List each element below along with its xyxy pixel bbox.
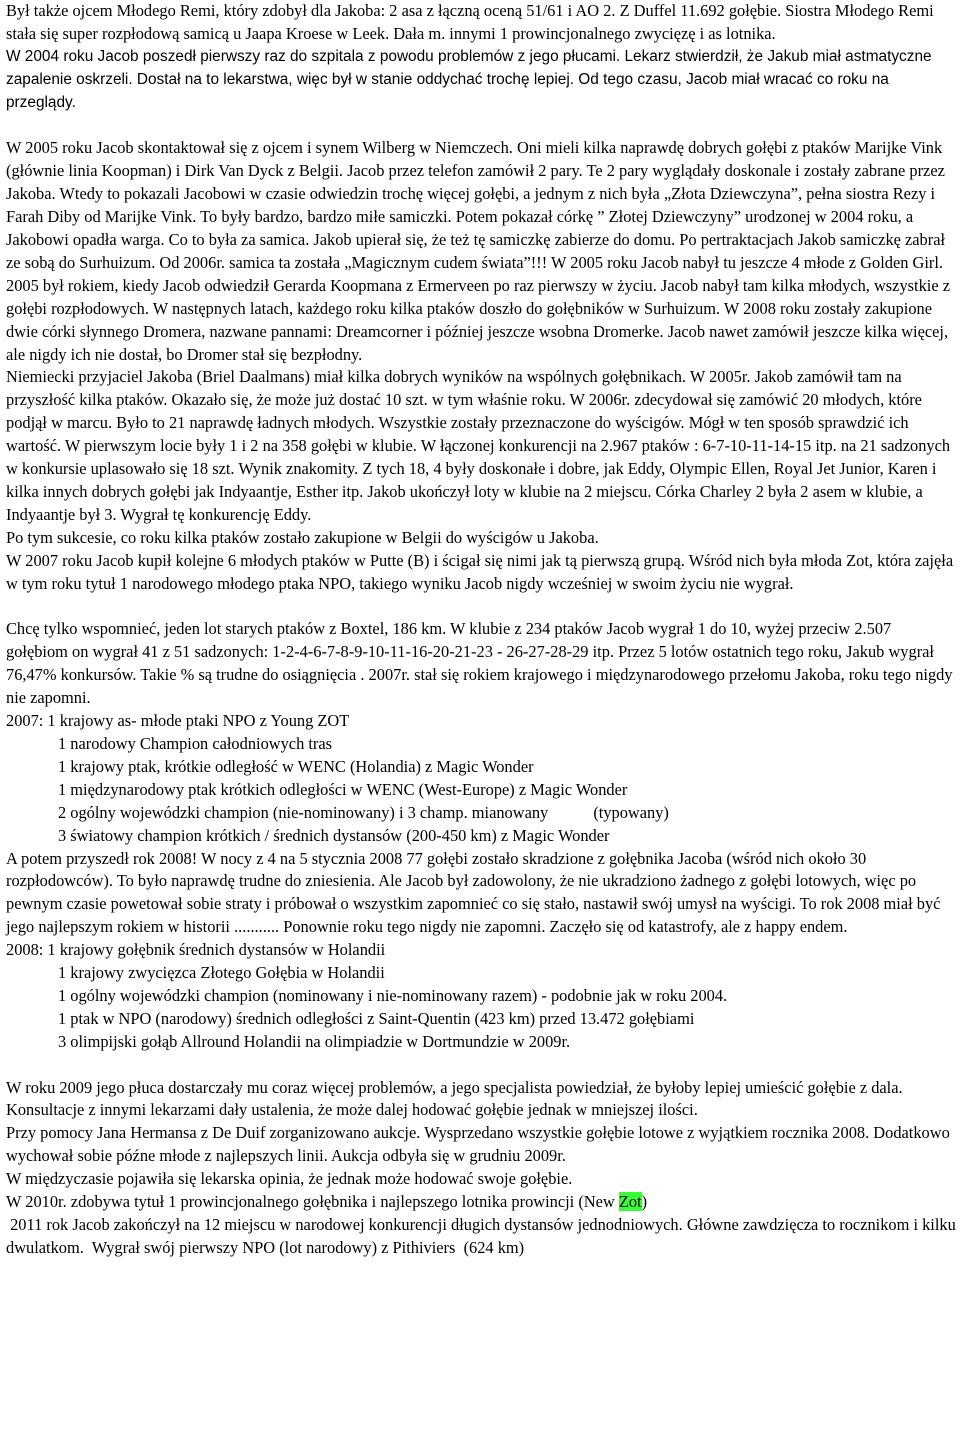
paragraph-boxtel: Chcę tylko wspomnieć, jeden lot starych ptaków z Boxtel, 186 km. W klubie z 234 ptaków Jacob wygrał 1 do 10, wyżej przeciw 2.507 gołębiom on wygrał 41 z 51 sadzonych: 1-2-4-6-7-8-9-10-11-16-20-21-23 - 26-27-28-29 itp. Przez 5 lotów ostatnich tego roku, Jakub wygrał 76,47% konkursów. Takie % są trudne do osiągnięcia . 2007r. stał się rokiem krajowego i międzynarodowego przełomu Jakoba, roku tego nigdy nie zapomni. [6,619,953,708]
list-2007-item: 2 ogólny wojewódzki champion (nie-nominowany) i 3 champ. mianowany (typowany) [58,802,669,822]
list-2008-item: 1 ptak w NPO (narodowy) średnich odległości z Saint-Quentin (423 km) przed 13.472 gołębiami [58,1008,695,1028]
list-2008-item: 1 krajowy zwycięzca Złotego Gołębia w Holandii [58,963,385,983]
paragraph-2005-koopman: 2005 był rokiem, kiedy Jacob odwiedził Gerarda Koopmana z Ermerveen po raz pierwszy w życiu. Jacob nabył tam kilka młodych, wszystkie z gołębi rozpłodowych. W następnych latach, każdego roku kilka ptaków doszło do gołębników w Surhuizum. W 2008 roku zostały zakupione dwie córki słynnego Dromera, nazwane pannami: Dreamcorner i później jeszcze wsobna Dromerke. Jacob nawet zamówił jeszcze kilka więcej, ale nigdy ich nie dostał, bo Dromer stał się bezpłodny. [6,275,950,364]
list-2007-item: 1 narodowy Champion całodniowych tras [58,733,333,753]
paragraph-2011: 2011 rok Jacob zakończył na 12 miejscu w narodowej konkurencji długich dystansów jednodniowych. Główne zawdzięcza to rocznikom i kilku dwulatkom. Wygrał swój pierwszy NPO (lot narodowy) z Pithiviers (624 km) [6,1214,960,1257]
paragraph-2007-zot: W 2007 roku Jacob kupił kolejne 6 młodych ptaków w Putte (B) i ścigał się nimi jak tą pierwszą grupą. Wśród nich była młoda Zot, która zajęła w tym roku tytuł 1 narodowego młodego ptaka NPO, takiego wyniku Jacob nigdy wcześniej w swoim życiu nie wygrał. [6,550,954,593]
paragraph-2009-lungs: W roku 2009 jego płuca dostarczały mu coraz więcej problemów, a jego specjalista powiedział, że byłoby lepiej umieścić gołębie z dala. Konsultacje z innymi lekarzami dały ustalenia, że może dalej hodować gołębie jednak w mniejszej ilości. [6,1077,903,1120]
blank-line [6,115,956,138]
highlighted-zot: Zot [618,1192,642,1212]
line-2010-text: W 2010r. zdobywa tytuł 1 prowincjonalnego gołębnika i najlepszego lotnika prowincji (New [6,1192,619,1212]
blank-line [6,1054,956,1077]
list-2008-item: 1 ogólny wojewódzki champion (nominowany i nie-nominowany razem) - podobnie jak w roku 2004. [58,985,728,1005]
paragraph-medical-opinion: W międzyczasie pojawiła się lekarska opinia, że jednak może hodować swoje gołębie. [6,1169,573,1189]
list-2007-item: 1 krajowy ptak, krótkie odległość w WENC (Holandia) z Magic Wonder [58,756,534,776]
list-2008-head: 2008: 1 krajowy gołębnik średnich dystansów w Holandii [6,940,386,960]
list-2007-head: 2007: 1 krajowy as- młode ptaki NPO z Young ZOT [6,711,350,731]
paragraph-2008-theft: A potem przyszedł rok 2008! W nocy z 4 na 5 stycznia 2008 77 gołębi zostało skradzione z gołębnika Jacoba (wśród nich około 30 rozpłodowców). To było naprawdę trudne do zniesienia. Ale Jacob był zadowolony, że nie ukradziono żadnego z gołębi lotowych, więc po pewnym czasie powetował sobie straty i próbował o wszystkim zapomnieć co się stało, nastawił swój umysł na wyścigi. To rok 2008 miał być jego najlepszym rokiem w historii ........... Ponownie roku tego nigdy nie zapomni. Zaczęło się od katastrofy, ale z happy endem. [6,848,941,937]
list-2007-item: 1 międzynarodowy ptak krótkich odległości w WENC (West-Europe) z Magic Wonder [58,779,628,799]
paragraph-2010 [6,1191,956,1214]
list-2007-item: 3 światowy champion krótkich / średnich dystansów (200-450 km) z Magic Wonder [58,825,610,845]
line-2010-tail: ) [641,1192,648,1212]
paragraph-2005-wilberg: W 2005 roku Jacob skontaktował się z ojcem i synem Wilberg w Niemczech. Oni mieli kilka naprawdę dobrych gołębi z ptaków Marijke Vink (głównie linia Koopman) i Dirk Van Dyck z Belgii. Jacob przez telefon zamówił 2 pary. Te 2 pary wyglądały doskonale i zostały zabrane przez Jakoba. Wtedy to pokazali Jacobowi w czasie odwiedzin trochę więcej gołębi, a jednym z nich była „Złota Dziewczyna”, pełna siostra Rezy i Farah Diby od Marijke Vink. To były bardzo, bardzo miłe samiczki. Potem pokazał córkę ” Złotej Dziewczyny” urodzonej w 2004 roku, a Jakobowi opadła warga. Co to była za samica. Jakob upierał się, że też tę samiczkę zabierze do domu. Po pertraktacjach Jakob samiczkę zabrał ze sobą do Surhuizum. Od 2006r. samica ta została „Magicznym cudem świata”!!! W 2005 roku Jacob nabył tu jeszcze 4 młode z Golden Girl. [6,138,946,272]
paragraph-2004-hospital: W 2004 roku Jacob poszedł pierwszy raz do szpitala z powodu problemów z jego płucami. Lekarz stwierdził, że Jakub miał astmatyczne zapalenie oskrzeli. Dostał na to lekarstwa, więc był w stanie oddychać trochę lepiej. Od tego czasu, Jacob miał wracać co roku na przeglądy. [6,47,932,111]
paragraph-remi: Był także ojcem Młodego Remi, który zdobył dla Jakoba: 2 asa z łączną oceną 51/61 i AO 2. Z Duffel 11.692 gołębie. Siostra Młodego Remi stała się super rozpłodową samicą u Jaapa Kroese w Leek. Dała m. innymi 1 prowincjonalnego zwycięzę i as lotnika. [6,1,934,43]
list-2008-item: 3 olimpijski gołąb Allround Holandii na olimpiadzie w Dortmundzie w 2009r. [58,1031,571,1051]
paragraph-auction: Przy pomocy Jana Hermansa z De Duif zorganizowano aukcje. Wysprzedano wszystkie gołębie lotowe z wyjątkiem rocznika 2008. Dodatkowo wychował sobie późne młode z najlepszych linii. Aukcja odbyła się w grudniu 2009r. [6,1123,950,1166]
paragraph-daalmans: Niemiecki przyjaciel Jakoba (Briel Daalmans) miał kilka dobrych wyników na wspólnych gołębnikach. W 2005r. Jakob zamówił tam na przyszłość kilka ptaków. Okazało się, że może już dostać 10 szt. w tym właśnie roku. W 2006r. zdecydował się zamówić 20 młodych, które podjął w marcu. Było to 21 naprawdę ładnych młodych. Wszystkie zostały przeznaczone do wyścigów. Mógł w ten sposób sprawdzić ich wartość. W pierwszym locie były 1 i 2 na 358 gołębi w klubie. W łączonej konkurencji na 2.967 ptaków : 6-7-10-11-14-15 itp. na 21 sadzonych w konkursie uplasowało się 18 szt. Wynik znakomity. Z tych 18, 4 były doskonałe i dobre, jak Eddy, Olympic Ellen, Royal Jet Junior, Karen i kilka innych dobrych gołębi jak Indyaantje, Esther itp. Jakob ukończył loty w klubie na 2 miejscu. Córka Charley 2 była 2 asem w klubie, a Indyaantje był 3. Wygrał tę konkurencję Eddy. [6,367,951,524]
blank-line [6,596,956,619]
paragraph-belgium: Po tym sukcesie, co roku kilka ptaków zostało zakupione w Belgii do wyścigów u Jakoba. [6,527,599,547]
